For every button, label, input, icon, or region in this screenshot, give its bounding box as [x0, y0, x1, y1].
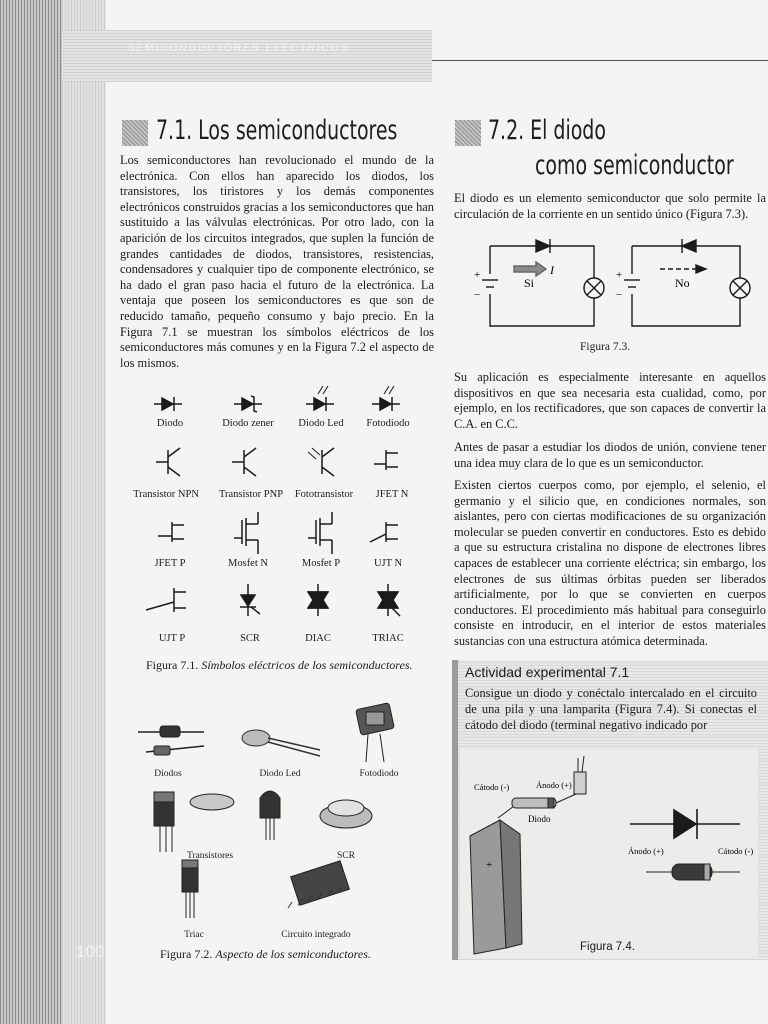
- npn-symbol: [156, 448, 180, 476]
- fig74-anode-bottom: Ánodo (+): [628, 846, 664, 856]
- section-71-title: Los semiconductores: [198, 115, 398, 146]
- photo-label: SCR: [337, 851, 355, 861]
- figure-74-caption: Figura 7.4.: [580, 941, 635, 953]
- fig73-plus-right: +: [616, 269, 623, 281]
- symbol-label: Mosfet N: [228, 558, 268, 569]
- ujt-n-symbol: [370, 522, 398, 542]
- section-71-body: Los semiconductores han revolucionado el mundo de la electrónica. Con ellos han aparecido los diodos, los transistores, los tiristores y los demás componentes electrónicos construidos gracias a los semiconductores que han sustituido a las válvulas electrónicas. Por otro lado, con la aparición de los circuitos integrados, que suplen la función de grandes cantidades de diodos, transistores, resistencias, condensadores y cualquier tipo de componente electrónico, se ha dado el gran paso hacia el futuro de la electrónica. La ventaja que poseen los semiconductores es que son de reducido tamaño, pequeño consumo y bajo precio. En la Figura 7.1 se muestran los símbolos eléctricos de los semiconductores más comunes y en la Figura 7.2 el aspecto de los mismos.: [120, 153, 434, 370]
- photo-label: Diodo Led: [259, 769, 301, 779]
- section-72-paragraph-1: Su aplicación es especialmente interesante en aquellos dispositivos en que sea necesaria esta cualidad, como, por ejemplo, en los rectificadores, que son capaces de convertir la C.A. en C.C.: [454, 370, 766, 431]
- mosfet-p-symbol: [308, 512, 332, 554]
- symbol-label: JFET P: [154, 558, 186, 569]
- fig74-anode-top: Ánodo (+): [536, 780, 572, 790]
- figure-74-illustration: [460, 748, 758, 958]
- section-71-marker: [122, 120, 148, 146]
- activity-body: Consigue un diodo y conéctalo intercalado en el circuito de una pila y una lamparita (Figura 7.4). Si conectas el cátodo del diodo (terminal negativo indicado por: [465, 686, 757, 732]
- diac-symbol: [308, 584, 328, 616]
- led-symbol: [306, 386, 334, 411]
- scr-symbol: [240, 584, 260, 616]
- jfet-n-symbol: [374, 450, 398, 470]
- diodes-photo: [138, 726, 204, 755]
- photodiode-photo: [356, 703, 395, 762]
- fig74-plus: +: [486, 859, 493, 871]
- photo-label: Triac: [184, 930, 204, 940]
- photo-label: Transistores: [186, 851, 234, 861]
- header-section-label: SEMICONDUCTORES ELÉCTRICOS: [128, 43, 350, 54]
- transistors-photo: [154, 791, 280, 852]
- symbol-label: Transistor PNP: [218, 489, 284, 500]
- ujt-p-symbol: [146, 588, 186, 612]
- page-spine: [0, 0, 62, 1024]
- figure-71-caption-text: Símbolos eléctricos de los semiconductores.: [201, 658, 413, 672]
- fig73-minus-right: −: [616, 289, 623, 301]
- fig73-minus-left: −: [474, 289, 481, 301]
- fig73-yes: Si: [524, 276, 535, 290]
- fig73-plus-left: +: [474, 269, 481, 281]
- symbol-label: Transistor NPN: [133, 489, 199, 500]
- page-spine-shadow: [62, 0, 106, 1024]
- page-number: 100: [76, 942, 105, 961]
- symbol-label: Fotodiodo: [366, 418, 410, 429]
- fig74-cathode-bottom: Cátodo (-): [718, 846, 754, 856]
- diode-drawing: [512, 794, 576, 808]
- bulb-drawing: [574, 756, 586, 794]
- symbol-label: UJT P: [158, 633, 186, 644]
- figure-72-caption-text: Aspecto de los semiconductores.: [215, 947, 371, 961]
- mosfet-n-symbol: [234, 512, 258, 554]
- symbol-label: SCR: [240, 633, 260, 644]
- figure-71-caption: [146, 658, 413, 673]
- jfet-p-symbol: [158, 522, 184, 542]
- symbol-label: Diodo: [156, 418, 184, 429]
- section-72-paragraph-3: Existen ciertos cuerpos como, por ejemplo, el selenio, el germanio y el silicio que, en condiciones normales, son aislantes, pero con ciertas modificaciones de su organización molecular se pueden convertir en conductores. Esto es debido a que su estructura cristalina no dispone de electrones libres capaces de establecer una corriente eléctrica; sin embargo, los electrones de sus últimas órbitas pueden ser liberados artificialmente, por lo que se convierten en cuerpos conductores. El procedimiento más habitual para conseguirlo consiste en introducir, en el interior de estos materiales sustancias con una estructura atómica determinada.: [454, 478, 766, 648]
- symbol-label: TRIAC: [372, 633, 404, 644]
- fig74-diode: Diodo: [528, 814, 551, 824]
- section-72-intro: El diodo es un elemento semiconductor que solo permite la circulación de la corriente en un sentido único (Figura 7.3).: [454, 191, 766, 221]
- symbol-label: Fototransistor: [294, 489, 354, 500]
- figure-72-caption: [160, 947, 371, 962]
- symbol-label: Mosfet P: [301, 558, 341, 569]
- scr-photo: [320, 800, 372, 828]
- photo-label: Circuito integrado: [281, 930, 351, 940]
- section-72-marker: [455, 120, 481, 146]
- diode-symbol: [154, 397, 182, 411]
- figure-73-circuits: [470, 232, 760, 340]
- section-72-number: 7.2.: [488, 115, 525, 146]
- symbol-label: DIAC: [305, 633, 331, 644]
- zener-diode-symbol: [234, 396, 262, 412]
- battery-drawing: [470, 800, 522, 954]
- section-72-title-line1: El diodo: [530, 115, 606, 146]
- photo-label: Diodos: [154, 769, 182, 779]
- figure-73-caption: Figura 7.3.: [580, 341, 631, 353]
- triac-symbol: [378, 584, 400, 616]
- fig73-current: I: [550, 263, 554, 277]
- activity-title: Actividad experimental 7.1: [465, 664, 630, 680]
- symbol-label: UJT N: [373, 558, 403, 569]
- figure-72-caption-number: Figura 7.2.: [160, 947, 213, 961]
- pnp-symbol: [232, 448, 256, 476]
- header-rule: [432, 60, 768, 61]
- led-photo: [242, 730, 320, 756]
- symbol-label: JFET N: [375, 489, 409, 500]
- figure-71-caption-number: Figura 7.1.: [146, 658, 199, 672]
- section-71-number: 7.1.: [156, 115, 193, 146]
- figure-72-photos: [120, 690, 440, 940]
- section-72-title-line2: como semiconductor: [535, 150, 734, 181]
- section-72-paragraph-2: Antes de pasar a estudiar los diodos de unión, conviene tener una idea muy clara de lo que es un semiconductor.: [454, 440, 766, 470]
- diode-component-drawing: [646, 864, 740, 880]
- fig74-cathode-top: Cátodo (-): [474, 782, 510, 792]
- header-band: [62, 30, 432, 82]
- diode-symbol-large: [630, 809, 740, 839]
- fig73-no: No: [675, 276, 690, 290]
- symbol-label: Diodo zener: [222, 418, 274, 429]
- photo-label: Fotodiodo: [359, 769, 399, 779]
- symbol-label: Diodo Led: [298, 418, 344, 429]
- section-72-heading: [488, 115, 606, 147]
- section-71-heading: [156, 115, 397, 147]
- triac-photo: [182, 860, 198, 918]
- phototransistor-symbol: [308, 448, 334, 476]
- integrated-circuit-photo: [288, 861, 349, 908]
- photodiode-symbol: [372, 386, 400, 411]
